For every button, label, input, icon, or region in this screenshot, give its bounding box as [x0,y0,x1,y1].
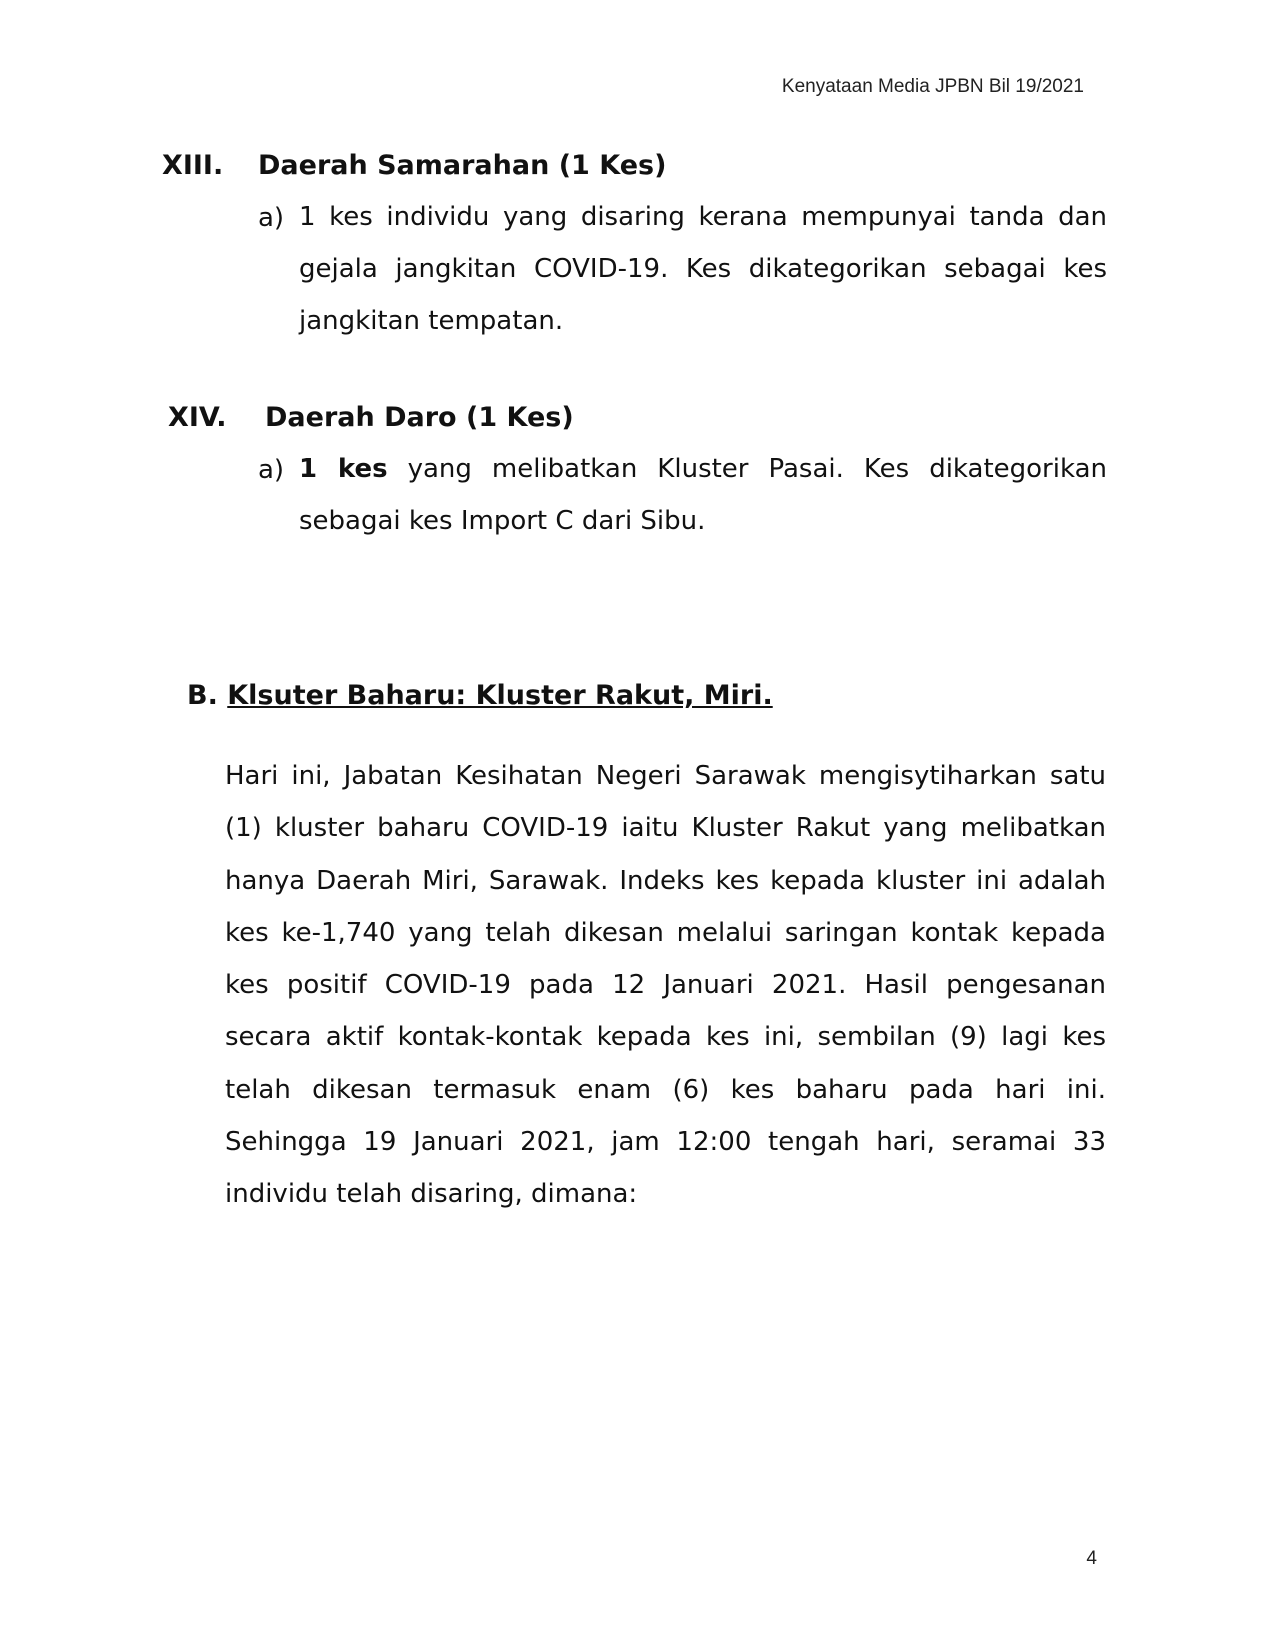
section-title: Daerah Daro (1 Kes) [265,402,574,433]
section-number: XIII. [162,150,224,181]
item-text [299,443,1107,547]
page-number: 4 [1086,1548,1097,1569]
item-letter: a) [258,203,285,233]
item-letter: a) [258,455,285,485]
section-b-title: Klsuter Baharu: Kluster Rakut, Miri. [227,680,773,711]
item-text-body: yang melibatkan Kluster Pasai. Kes dikategorikan sebagai kes Import C dari Sibu. [299,454,1107,536]
section-title: Daerah Samarahan (1 Kes) [258,150,667,181]
section-b-paragraph: Hari ini, Jabatan Kesihatan Negeri Sarawak mengisytiharkan satu (1) kluster baharu COVID-19 iaitu Kluster Rakut yang melibatkan hanya Daerah Miri, Sarawak. Indeks kes kepada kluster ini adalah kes ke-1,740 yang telah dikesan melalui saringan kontak kepada kes positif COVID-19 pada 12 Januari 2021. Hasil pengesanan secara aktif kontak-kontak kepada kes ini, sembilan (9) lagi kes telah dikesan termasuk enam (6) kes baharu pada hari ini. Sehingga 19 Januari 2021, jam 12:00 tengah hari, seramai 33 individu telah disaring, dimana: [225,761,1106,1210]
item-text-body: 1 kes individu yang disaring kerana mempunyai tanda dan gejala jangkitan COVID-19. Kes dikategorikan sebagai kes jangkitan tempatan. [299,202,1107,336]
section-b-label: B. [187,680,218,711]
section-b-heading [187,680,773,711]
document-header: Kenyataan Media JPBN Bil 19/2021 [781,76,1084,97]
item-text-bold-lead: 1 kes [299,454,388,484]
section-number: XIV. [168,402,227,433]
item-text [299,191,1107,347]
